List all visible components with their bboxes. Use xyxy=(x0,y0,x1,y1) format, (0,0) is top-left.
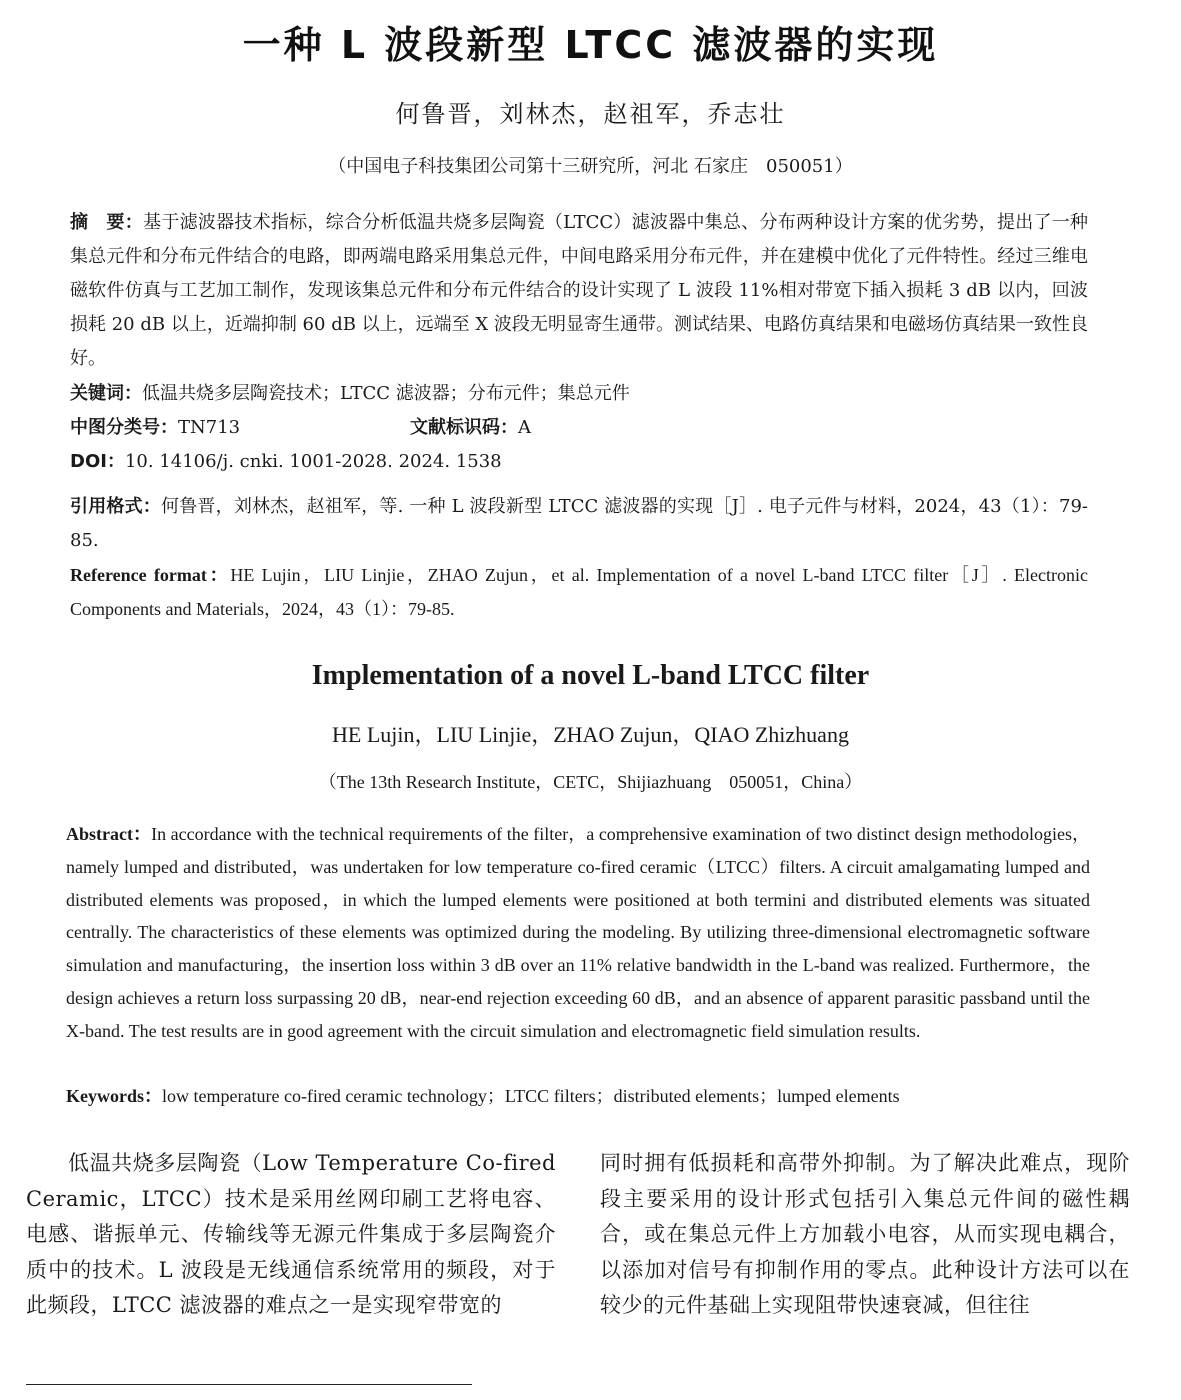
chinese-authors: 何鲁晋，刘林杰，赵祖军，乔志壮 xyxy=(395,100,786,128)
english-keywords xyxy=(66,1080,1090,1113)
doc-code-value: A xyxy=(518,417,531,438)
doi-line xyxy=(70,445,1088,479)
doc-code xyxy=(410,411,531,445)
citation-format xyxy=(70,490,1088,558)
chinese-title: 一种 L 波段新型 LTCC 滤波器的实现 xyxy=(242,23,939,67)
english-title: Implementation of a novel L-band LTCC filter xyxy=(311,660,870,691)
doi-value: 10. 14106/j. cnki. 1001-2028. 2024. 1538 xyxy=(124,451,502,472)
english-keywords-label: Keywords： xyxy=(66,1086,162,1106)
reference-label: Reference format： xyxy=(70,565,231,585)
chinese-affiliation: （中国电子科技集团公司第十三研究所，河北 石家庄 050051） xyxy=(328,156,853,177)
body-left-column: 低温共烧多层陶瓷（Low Temperature Co-fired Ceramic，LTCC）技术是采用丝网印刷工艺将电容、电感、谐振单元、传输线等无源元件集成于多层陶瓷介质中的技术。L 波段是无线通信系统常用的频段，对于此频段，LTCC 滤波器的难点之一是实现窄带宽的 xyxy=(26,1151,556,1317)
chinese-keywords xyxy=(70,377,1088,411)
clc-label: 中图分类号： xyxy=(70,417,178,438)
citation-label: 引用格式： xyxy=(70,496,162,517)
english-abstract-label: Abstract： xyxy=(66,824,152,844)
citation-text: 何鲁晋，刘林杰，赵祖军，等. 一种 L 波段新型 LTCC 滤波器的实现［J］. 电子元件与材料，2024，43（1）：79-85. xyxy=(70,496,1088,551)
english-affiliation: （The 13th Research Institute，CETC，Shijiazhuang 050051，China） xyxy=(318,772,863,792)
english-authors: HE Lujin，LIU Linjie，ZHAO Zujun，QIAO Zhizhuang xyxy=(332,722,849,747)
doi-label: DOI： xyxy=(70,451,125,472)
keywords-label: 关键词： xyxy=(70,383,142,404)
abstract-label: 摘 要： xyxy=(70,212,144,233)
english-keywords-text: low temperature co-fired ceramic technology；LTCC filters；distributed elements；lumped elements xyxy=(162,1086,900,1106)
classification-line xyxy=(70,411,1088,445)
clc-value: TN713 xyxy=(178,417,241,438)
reference-text: HE Lujin，LIU Linjie，ZHAO Zujun，et al. Implementation of a novel L-band LTCC filter［J］. Electronic Components and Materials，2024，43（1）：79-85. xyxy=(70,565,1088,619)
reference-format xyxy=(70,558,1088,626)
keywords-text: 低温共烧多层陶瓷技术；LTCC 滤波器；分布元件；集总元件 xyxy=(142,383,630,404)
doc-code-label: 文献标识码： xyxy=(410,417,518,438)
body-right-column: 同时拥有低损耗和高带外抑制。为了解决此难点，现阶段主要采用的设计形式包括引入集总元件间的磁性耦合，或在集总元件上方加载小电容，从而实现电耦合，以添加对信号有抑制作用的零点。此种设计方法可以在较少的元件基础上实现阻带快速衰减，但往往 xyxy=(600,1151,1130,1317)
abstract-text: 基于滤波器技术指标，综合分析低温共烧多层陶瓷（LTCC）滤波器中集总、分布两种设计方案的优劣势，提出了一种集总元件和分布元件结合的电路，即两端电路采用集总元件，中间电路采用分布元件，并在建模中优化了元件特性。经过三维电磁软件仿真与工艺加工制作，发现该集总元件和分布元件结合的设计实现了 L 波段 11%相对带宽下插入损耗 3 dB 以内，回波损耗 20 dB 以上，近端抑制 60 dB 以上，远端至 X 波段无明显寄生通带。测试结果、电路仿真结果和电磁场仿真结果一致性良好。 xyxy=(70,212,1089,369)
english-abstract xyxy=(66,818,1090,1048)
chinese-abstract xyxy=(70,206,1088,376)
english-abstract-text: In accordance with the technical requirements of the filter，a comprehensive examination of two distinct design methodologies，namely lumped and distributed，was undertaken for low temperature co-fired ceramic（LTCC）filters. A circuit amalgamating lumped and distributed elements was proposed，in which the lumped elements were positioned at both termini and distributed elements was situated centrally. The characteristics of these elements was optimized during the modeling. By utilizing three-dimensional electromagnetic software simulation and manufacturing，the insertion loss within 3 dB over an 11% relative bandwidth in the L-band was realized. Furthermore，the design achieves a return loss surpassing 20 dB，near-end rejection exceeding 60 dB，and an absence of apparent parasitic passband until the X-band. The test results are in good agreement with the circuit simulation and electromagnetic field simulation results. xyxy=(66,824,1091,1041)
footnote-divider xyxy=(26,1384,472,1385)
